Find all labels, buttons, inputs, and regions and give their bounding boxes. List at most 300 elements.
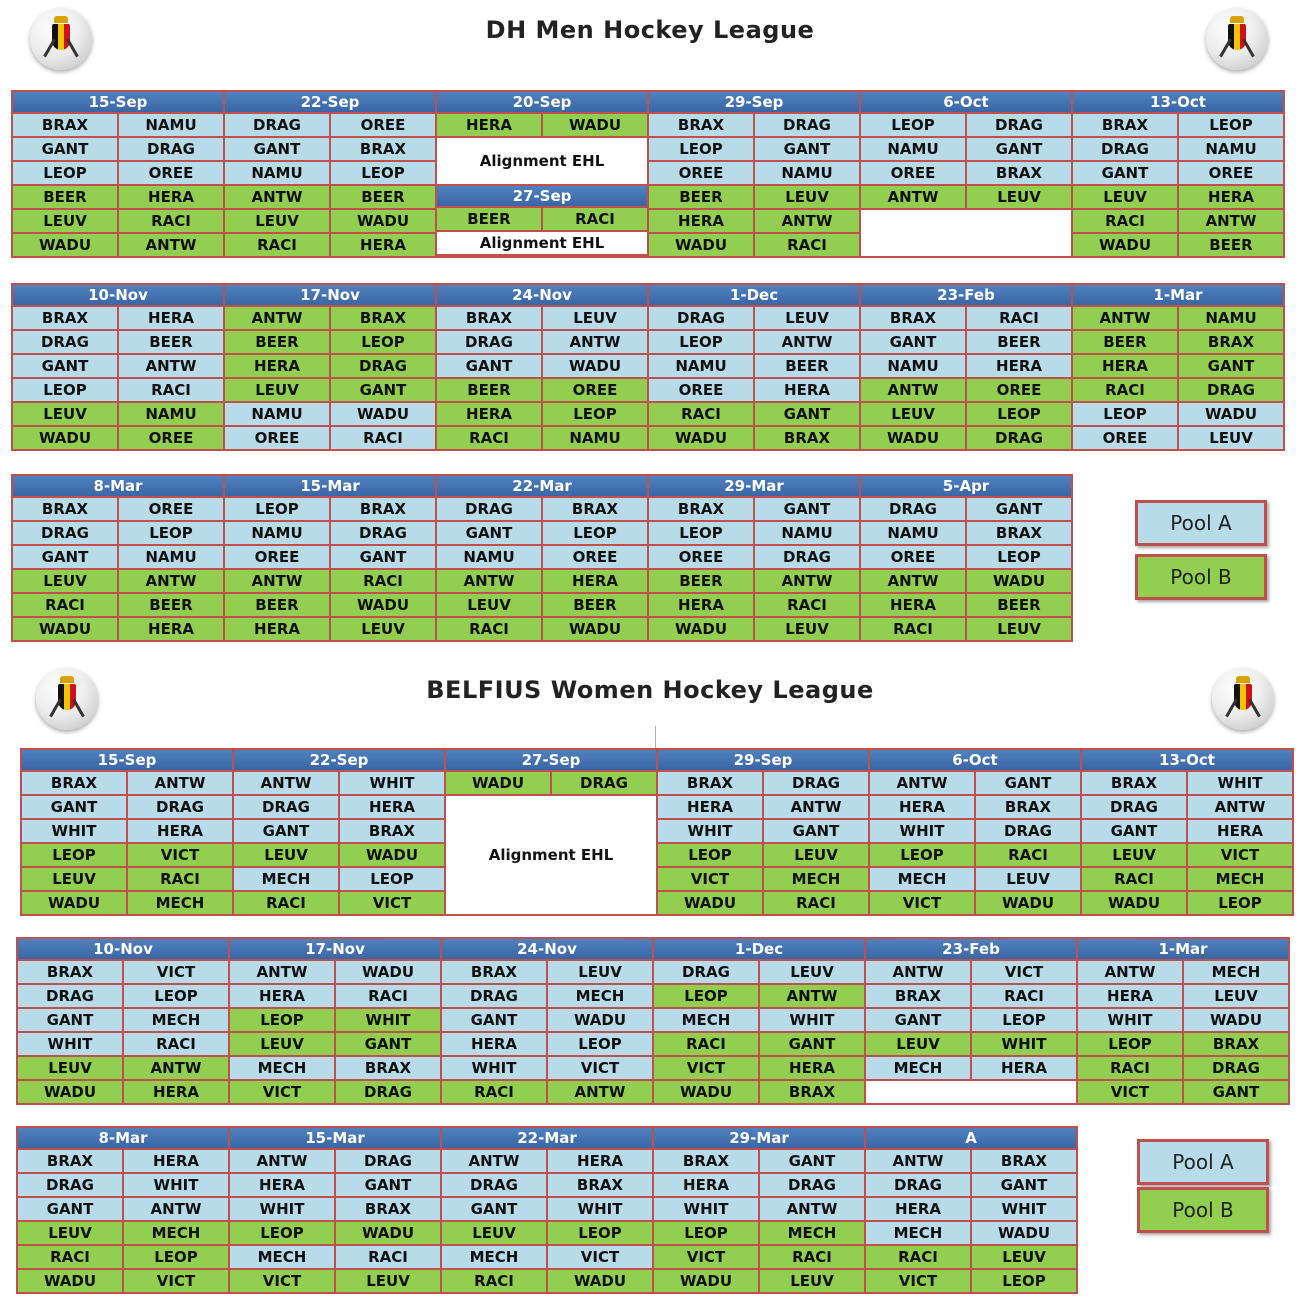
match-row [225, 618, 435, 640]
team-cell: BRAX [543, 498, 647, 520]
team-cell: RACI [764, 892, 868, 914]
team-cell: LEOP [649, 522, 753, 544]
team-cell: BRAX [331, 498, 435, 520]
match-row [1078, 1057, 1288, 1079]
team-cell: BEER [1073, 331, 1177, 353]
team-cell: BRAX [340, 820, 444, 842]
team-cell: VICT [654, 1057, 758, 1079]
match-row [1073, 403, 1283, 425]
team-cell: MECH [230, 1057, 334, 1079]
match-row [13, 138, 223, 160]
team-cell: WADU [543, 355, 647, 377]
team-cell: HERA [760, 1057, 864, 1079]
team-cell: VICT [124, 961, 228, 983]
team-cell: MECH [548, 985, 652, 1007]
match-row [234, 820, 444, 842]
match-row [649, 427, 859, 449]
match-row [870, 796, 1080, 818]
team-cell: DRAG [437, 498, 541, 520]
match-row [658, 868, 868, 890]
team-cell: LEOP [1188, 892, 1292, 914]
team-cell: RACI [755, 594, 859, 616]
team-cell: ANTW [225, 186, 329, 208]
week-column [649, 285, 859, 449]
match-row [13, 618, 223, 640]
team-cell: DRAG [18, 1174, 122, 1196]
team-cell: BRAX [649, 114, 753, 136]
match-row [1073, 186, 1283, 208]
date-header: 1-Mar [1078, 939, 1288, 959]
team-cell: HERA [755, 379, 859, 401]
match-row [1073, 331, 1283, 353]
match-row [1082, 820, 1292, 842]
team-cell: DRAG [234, 796, 338, 818]
week-column [225, 476, 435, 640]
match-row [654, 1246, 864, 1268]
team-cell: LEOP [649, 331, 753, 353]
team-cell: OREE [543, 546, 647, 568]
team-cell: WADU [331, 210, 435, 232]
team-cell: WADU [649, 618, 753, 640]
date-header: 22-Sep [225, 92, 435, 112]
team-cell: LEUV [234, 844, 338, 866]
team-cell: HERA [119, 618, 223, 640]
team-cell: WADU [13, 427, 117, 449]
team-cell: LEUV [861, 403, 965, 425]
team-cell: RACI [442, 1081, 546, 1103]
match-row [225, 162, 435, 184]
match-row [446, 772, 656, 794]
match-row [649, 138, 859, 160]
match-row [13, 522, 223, 544]
match-row [437, 379, 647, 401]
team-cell: GANT [234, 820, 338, 842]
match-row [230, 1033, 440, 1055]
team-cell: BRAX [13, 307, 117, 329]
match-row [13, 379, 223, 401]
team-cell: GANT [1073, 162, 1177, 184]
alignment-note: Alignment EHL [437, 138, 647, 184]
match-row [1078, 1033, 1288, 1055]
match-row [861, 355, 1071, 377]
match-row [1073, 114, 1283, 136]
team-cell: BRAX [331, 307, 435, 329]
match-row [1078, 1081, 1288, 1103]
match-row [437, 522, 647, 544]
team-cell: LEOP [1078, 1033, 1182, 1055]
team-cell: RACI [442, 1270, 546, 1292]
team-cell: LEOP [119, 522, 223, 544]
week-column [658, 750, 868, 914]
team-cell: BRAX [654, 1150, 758, 1172]
team-cell: ANTW [124, 1198, 228, 1220]
team-cell: VICT [972, 961, 1076, 983]
team-cell: DRAG [331, 355, 435, 377]
team-cell: BRAX [972, 1150, 1076, 1172]
team-cell: RACI [1073, 210, 1177, 232]
team-cell: LEUV [13, 210, 117, 232]
match-row [442, 1081, 652, 1103]
match-row [225, 186, 435, 208]
match-row [225, 114, 435, 136]
team-cell: ANTW [1078, 961, 1182, 983]
team-cell: BRAX [18, 1150, 122, 1172]
team-cell: DRAG [967, 427, 1071, 449]
match-row [861, 403, 1071, 425]
team-cell: RACI [119, 210, 223, 232]
team-cell: LEOP [543, 403, 647, 425]
date-header: 15-Mar [230, 1128, 440, 1148]
team-cell: BEER [225, 594, 329, 616]
team-cell: WADU [548, 1009, 652, 1031]
team-cell: LEOP [225, 498, 329, 520]
date-header: 20-Sep [437, 92, 647, 112]
team-cell: LEOP [1073, 403, 1177, 425]
team-cell: LEUV [1184, 985, 1288, 1007]
team-cell: OREE [543, 379, 647, 401]
team-cell: ANTW [124, 1057, 228, 1079]
match-row [22, 796, 232, 818]
team-cell: ANTW [861, 570, 965, 592]
match-row [442, 985, 652, 1007]
team-cell: DRAG [336, 1081, 440, 1103]
date-header: 5-Apr [861, 476, 1071, 496]
date-header: 15-Sep [13, 92, 223, 112]
match-row [649, 594, 859, 616]
team-cell: MECH [654, 1009, 758, 1031]
team-cell: NAMU [437, 546, 541, 568]
week-column [225, 285, 435, 449]
team-cell: LEOP [649, 138, 753, 160]
team-cell: GANT [976, 772, 1080, 794]
team-cell: LEOP [1179, 114, 1283, 136]
team-cell: GANT [331, 379, 435, 401]
men-league-title: DH Men Hockey League [485, 16, 815, 44]
date-header: 13-Oct [1073, 92, 1283, 112]
match-row [861, 379, 1071, 401]
team-cell: WADU [18, 1270, 122, 1292]
date-header: 6-Oct [861, 92, 1071, 112]
match-row [654, 1222, 864, 1244]
match-row [654, 1081, 864, 1103]
team-cell: GANT [760, 1033, 864, 1055]
legend-pool-a: Pool A [1137, 1139, 1269, 1185]
week-column [1073, 92, 1283, 256]
match-row [649, 307, 859, 329]
match-row [22, 892, 232, 914]
match-row [225, 546, 435, 568]
team-cell: RACI [760, 1246, 864, 1268]
legend-pool-b: Pool B [1135, 554, 1267, 600]
match-row [1082, 892, 1292, 914]
team-cell: WHIT [658, 820, 762, 842]
team-cell: BRAX [442, 961, 546, 983]
team-cell: DRAG [755, 114, 859, 136]
team-cell: LEOP [13, 162, 117, 184]
match-row [230, 1246, 440, 1268]
team-cell: NAMU [225, 162, 329, 184]
team-cell: VICT [128, 844, 232, 866]
team-cell: LEOP [22, 844, 126, 866]
week-column [861, 285, 1071, 449]
team-cell: BEER [1179, 234, 1283, 256]
alignment-note: Alignment EHL [437, 232, 647, 254]
team-cell: WHIT [442, 1057, 546, 1079]
divider-line [655, 726, 656, 748]
match-row [654, 1009, 864, 1031]
match-row [861, 331, 1071, 353]
team-cell: GANT [764, 820, 868, 842]
team-cell: RACI [336, 1246, 440, 1268]
match-row [437, 355, 647, 377]
team-cell: VICT [548, 1246, 652, 1268]
team-cell: LEUV [967, 618, 1071, 640]
date-header: 22-Sep [234, 750, 444, 770]
team-cell: RACI [755, 234, 859, 256]
team-cell: BEER [437, 208, 541, 230]
match-row [13, 114, 223, 136]
team-cell: WADU [446, 772, 550, 794]
team-cell: BRAX [755, 427, 859, 449]
match-row [437, 403, 647, 425]
team-cell: GANT [13, 138, 117, 160]
match-row [442, 1198, 652, 1220]
team-cell: DRAG [119, 138, 223, 160]
team-cell: RACI [543, 208, 647, 230]
team-cell: LEOP [340, 868, 444, 890]
team-cell: LEOP [972, 1270, 1076, 1292]
team-cell: HERA [861, 594, 965, 616]
date-header: 6-Oct [870, 750, 1080, 770]
team-cell: GANT [755, 138, 859, 160]
week-column [225, 92, 435, 256]
match-row [861, 186, 1071, 208]
team-cell: NAMU [1179, 307, 1283, 329]
team-cell: ANTW [870, 772, 974, 794]
team-cell: WADU [649, 234, 753, 256]
match-row [18, 1174, 228, 1196]
team-cell: OREE [1073, 427, 1177, 449]
team-cell: NAMU [119, 114, 223, 136]
team-cell: LEUV [1082, 844, 1186, 866]
team-cell: LEOP [331, 331, 435, 353]
match-row [649, 331, 859, 353]
match-row [230, 1198, 440, 1220]
team-cell: WADU [18, 1081, 122, 1103]
team-cell: LEOP [543, 522, 647, 544]
team-cell: OREE [119, 427, 223, 449]
match-row [22, 844, 232, 866]
team-cell: NAMU [861, 138, 965, 160]
team-cell: LEOP [548, 1222, 652, 1244]
team-cell: LEOP [861, 114, 965, 136]
match-row [649, 355, 859, 377]
team-cell: LEUV [1179, 427, 1283, 449]
team-cell: OREE [649, 379, 753, 401]
alignment-note: Alignment EHL [446, 796, 656, 914]
team-cell: RACI [1073, 379, 1177, 401]
team-cell: BRAX [18, 961, 122, 983]
team-cell: DRAG [976, 820, 1080, 842]
team-cell: GANT [442, 1009, 546, 1031]
league-logo-icon [1212, 668, 1274, 730]
match-row [13, 162, 223, 184]
team-cell: NAMU [119, 403, 223, 425]
team-cell: BRAX [1082, 772, 1186, 794]
team-cell: DRAG [1082, 796, 1186, 818]
team-cell: DRAG [760, 1174, 864, 1196]
team-cell: LEUV [13, 403, 117, 425]
team-cell: WADU [340, 844, 444, 866]
team-cell: VICT [124, 1270, 228, 1292]
team-cell: ANTW [866, 1150, 970, 1172]
team-cell: GANT [13, 355, 117, 377]
team-cell: GANT [331, 546, 435, 568]
team-cell: BRAX [967, 522, 1071, 544]
team-cell: LEUV [755, 307, 859, 329]
match-row [13, 186, 223, 208]
match-row [18, 1222, 228, 1244]
week-column [1078, 939, 1288, 1103]
week-column [234, 750, 444, 914]
match-row [866, 1270, 1076, 1292]
team-cell: DRAG [225, 114, 329, 136]
team-cell: WADU [976, 892, 1080, 914]
match-row [649, 498, 859, 520]
team-cell: HERA [654, 1174, 758, 1196]
match-row [234, 868, 444, 890]
team-cell: MECH [866, 1057, 970, 1079]
match-row [861, 138, 1071, 160]
team-cell: MECH [1188, 868, 1292, 890]
week-column [13, 476, 223, 640]
team-cell: DRAG [866, 1174, 970, 1196]
team-cell: BRAX [967, 162, 1071, 184]
team-cell: ANTW [225, 307, 329, 329]
date-header: 1-Mar [1073, 285, 1283, 305]
match-row [442, 1246, 652, 1268]
date-header: 29-Mar [654, 1128, 864, 1148]
team-cell: BRAX [1179, 331, 1283, 353]
team-cell: ANTW [1073, 307, 1177, 329]
team-cell: HERA [1179, 186, 1283, 208]
team-cell: DRAG [649, 307, 753, 329]
team-cell: DRAG [442, 985, 546, 1007]
team-cell: RACI [976, 844, 1080, 866]
match-row [861, 114, 1071, 136]
team-cell: WHIT [1188, 772, 1292, 794]
date-header: 29-Mar [649, 476, 859, 496]
date-header: 23-Feb [861, 285, 1071, 305]
match-row [649, 234, 859, 256]
team-cell: HERA [866, 1198, 970, 1220]
team-cell: WHIT [870, 820, 974, 842]
match-row [1073, 427, 1283, 449]
match-row [654, 1174, 864, 1196]
team-cell: MECH [1184, 961, 1288, 983]
match-row [225, 355, 435, 377]
team-cell: GANT [861, 331, 965, 353]
team-cell: RACI [654, 1033, 758, 1055]
match-row [437, 498, 647, 520]
team-cell: GANT [972, 1174, 1076, 1196]
match-row [225, 379, 435, 401]
team-cell: BRAX [22, 772, 126, 794]
team-cell: RACI [866, 1246, 970, 1268]
team-cell: HERA [658, 796, 762, 818]
date-header: 8-Mar [13, 476, 223, 496]
team-cell: GANT [1179, 355, 1283, 377]
match-row [866, 1174, 1076, 1196]
team-cell: WADU [543, 114, 647, 136]
team-cell: DRAG [336, 1150, 440, 1172]
team-cell: LEUV [764, 844, 868, 866]
team-cell: WHIT [972, 1033, 1076, 1055]
match-row [861, 594, 1071, 616]
team-cell: VICT [548, 1057, 652, 1079]
match-row [442, 1222, 652, 1244]
match-row [22, 772, 232, 794]
match-row [870, 868, 1080, 890]
match-row [13, 403, 223, 425]
men-schedule-block-3 [11, 474, 1073, 642]
team-cell: HERA [548, 1150, 652, 1172]
team-cell: OREE [861, 162, 965, 184]
team-cell: WHIT [972, 1198, 1076, 1220]
team-cell: BEER [649, 186, 753, 208]
week-column [230, 1128, 440, 1292]
team-cell: DRAG [18, 985, 122, 1007]
team-cell: HERA [119, 307, 223, 329]
team-cell: MECH [760, 1222, 864, 1244]
team-cell: GANT [437, 522, 541, 544]
week-column [861, 476, 1071, 640]
match-row [1073, 307, 1283, 329]
match-row [437, 427, 647, 449]
week-column [649, 92, 859, 256]
match-row [649, 522, 859, 544]
men-schedule-block-1 [11, 90, 1285, 258]
match-row [1073, 210, 1283, 232]
team-cell: BEER [119, 331, 223, 353]
team-cell: WADU [331, 594, 435, 616]
match-row [861, 162, 1071, 184]
team-cell: ANTW [128, 772, 232, 794]
team-cell: RACI [128, 868, 232, 890]
match-row [1082, 796, 1292, 818]
team-cell: ANTW [1179, 210, 1283, 232]
team-cell: LEUV [976, 868, 1080, 890]
match-row [442, 1057, 652, 1079]
team-cell: WHIT [548, 1198, 652, 1220]
team-cell: HERA [230, 985, 334, 1007]
match-row [654, 1198, 864, 1220]
team-cell: WADU [649, 427, 753, 449]
team-cell: RACI [18, 1246, 122, 1268]
team-cell: MECH [234, 868, 338, 890]
team-cell: BRAX [437, 307, 541, 329]
team-cell: OREE [967, 379, 1071, 401]
team-cell: DRAG [552, 772, 656, 794]
match-row [1073, 138, 1283, 160]
team-cell: HERA [124, 1081, 228, 1103]
team-cell: WADU [972, 1222, 1076, 1244]
team-cell: RACI [225, 234, 329, 256]
team-cell: NAMU [225, 522, 329, 544]
team-cell: WADU [967, 570, 1071, 592]
match-row [1082, 868, 1292, 890]
match-row [870, 772, 1080, 794]
